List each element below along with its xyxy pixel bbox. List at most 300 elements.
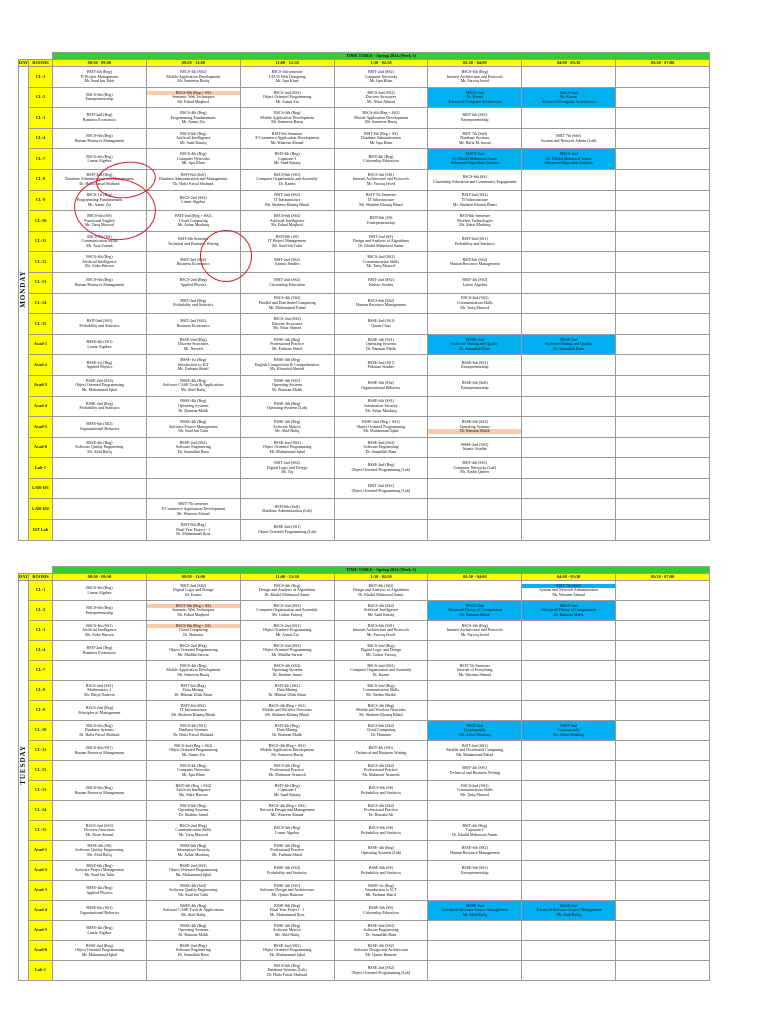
class-slot (53, 437, 147, 458)
room-cell: Acad-2 (29, 355, 53, 376)
time-slot-header: 11:00 - 12:30 (240, 60, 334, 67)
class-line: BSCS-6th (SS2) (367, 297, 395, 303)
empty-slot (428, 499, 522, 520)
class-line: Design and Analysis of Algorithms (352, 587, 410, 593)
class-line: BSCS-2nd (Reg) (367, 682, 395, 688)
class-line: Mr. Azhar Mushtaq (177, 222, 209, 228)
class-slot (53, 128, 147, 149)
class-slot (334, 417, 428, 438)
class-line: Dr. Hafiz Faisal Shahzad (173, 731, 214, 737)
class-line: IT Project Management (268, 238, 307, 244)
class-line: BSCS-2nd (SS1) (273, 622, 301, 628)
class-line: BSSE-6th (Self) (461, 380, 488, 386)
time-slot-header: 05:30 - 07:00 (616, 574, 710, 581)
class-slot (240, 355, 334, 376)
room-cell: CL-15 (29, 821, 53, 841)
class-line: System and Network Admin (Lab) (540, 137, 597, 143)
room-row (19, 478, 710, 499)
class-line: BSCS-4th (SS1) (86, 744, 113, 750)
class-line: Mr. Abdin Qadeer (460, 469, 490, 475)
class-slot (240, 821, 334, 841)
class-slot (334, 314, 428, 335)
class-line: Mr. Aamir Zia (181, 751, 205, 757)
class-line: Ms. Farhana Sharif (177, 366, 209, 372)
class-line: Object Oriented Programming (Lab) (351, 969, 411, 975)
class-line: Technical and Business Writing (449, 769, 501, 775)
class-line: Introduction to ICT (365, 887, 397, 893)
class-slot (146, 621, 240, 641)
class-slot (53, 741, 147, 761)
class-line: Mr. Nisar Ahmad (85, 831, 114, 837)
class-slot (334, 961, 428, 981)
class-slot (146, 149, 240, 170)
class-line: Mr. Waseem Ahmad (552, 591, 585, 597)
class-line: Mr. Waseem Ahmad (458, 671, 492, 677)
class-line: BSSE-1st (Reg) (86, 359, 113, 365)
class-line: Design and Analysis of Algorithms (258, 587, 316, 593)
class-line: Linear Algebra (87, 343, 112, 349)
class-line: Dr. Ibrahim Jamal (178, 811, 208, 817)
class-slot (146, 681, 240, 701)
class-line: BSIT-7th Semester (459, 662, 490, 668)
room-cell: CL-2 (29, 601, 53, 621)
empty-slot (616, 801, 710, 821)
class-slot (240, 499, 334, 520)
room-row (19, 293, 710, 314)
class-slot (334, 190, 428, 211)
empty-slot (522, 941, 616, 961)
room-row (19, 741, 710, 761)
empty-slot (616, 721, 710, 741)
class-line: Mr. Gulzar Farooq (272, 611, 303, 617)
class-line: BSCS-4th (Reg) (273, 582, 301, 588)
class-slot (53, 108, 147, 129)
class-line: BSCS-6th (SS2) (273, 213, 301, 219)
class-line: BSIT-2nd (Reg) (86, 644, 113, 650)
class-slot (428, 252, 522, 273)
class-slot (334, 458, 428, 479)
room-cell: CL-12 (29, 252, 53, 273)
class-line: Dr. Hafiz Faisal Shahzad (79, 731, 120, 737)
class-slot (522, 901, 616, 921)
class-line: BSCS-6th (Reg) (180, 130, 207, 136)
class-line: Mr. Nisar Ahmad (273, 325, 302, 331)
class-line: Mobile Application Development (166, 73, 221, 79)
class-line: BSCS-4th (SS2) (367, 762, 395, 768)
class-line: Mr. Abid Rafiq (87, 851, 112, 857)
class-slot (428, 231, 522, 252)
class-line: Software Testing and Quality (545, 341, 593, 347)
class-line: Software Project Management (75, 867, 124, 873)
room-cell: Acad-1 (29, 334, 53, 355)
class-line: BSIT-4th (SS1) (462, 764, 488, 770)
class-line: Islamic Studies (368, 281, 394, 287)
empty-slot (53, 478, 147, 499)
header-row (19, 574, 710, 581)
class-line: Probability and Statistics (360, 869, 401, 875)
class-slot (53, 701, 147, 721)
class-line: Linear Algebra (181, 199, 206, 205)
class-line: BSSE-4th (Reg) (367, 844, 395, 850)
class-slot (240, 801, 334, 821)
class-line: Probability and Statistics (79, 405, 120, 411)
class-slot (53, 641, 147, 661)
class-line: Database Systems (178, 727, 208, 733)
class-line: Mr. Sameeon Raziq (177, 78, 210, 84)
class-line: Professional Practice (270, 341, 304, 347)
class-line: Database Administration (Lab) (262, 508, 312, 514)
class-line: BSSE-2nd (Reg) (179, 336, 207, 342)
empty-slot (616, 128, 710, 149)
class-line: Software Engineering (175, 947, 211, 953)
class-slot (146, 601, 240, 621)
class-line: Software Engineering (363, 444, 399, 450)
class-line: Mr. Iqra Khan (369, 139, 393, 145)
class-slot (240, 921, 334, 941)
class-line: Dr. Hikmat Ullah Khan (268, 691, 306, 697)
class-slot (428, 601, 522, 621)
class-slot (522, 721, 616, 741)
class-slot (240, 641, 334, 661)
class-line: Mr. Iqra Khan (369, 78, 393, 84)
timetable-monday (18, 52, 710, 541)
class-slot (53, 375, 147, 396)
class-line: BSSE-4th (Reg) (86, 439, 113, 445)
class-slot (53, 314, 147, 335)
class-line: BSCS-6th (Reg) (180, 802, 207, 808)
class-slot (240, 252, 334, 273)
class-line: Cryptography (557, 727, 580, 733)
class-line: Operating Systems (178, 927, 209, 933)
class-line: Dr. Khalid Mahmood Aamir (358, 242, 404, 248)
class-line: Computer Organization and Assembly (256, 607, 318, 613)
class-line: BSCS-2nd (SS2) (367, 662, 395, 668)
class-line: BSCS-2nd (Reg) (179, 642, 207, 648)
class-line: Software Design and Architecture (353, 947, 409, 953)
room-cell: CL-2 (29, 87, 53, 108)
header-row (19, 60, 710, 67)
class-slot (146, 190, 240, 211)
class-slot (240, 581, 334, 601)
class-line: BSSE-4th (SS2) (274, 864, 301, 870)
empty-slot (428, 921, 522, 941)
class-line: BSCS-4th (Reg) (86, 153, 113, 159)
class-line: Mr. Farhana Sharif (365, 891, 397, 897)
room-cell: CL-8 (29, 681, 53, 701)
empty-slot (428, 701, 522, 721)
class-line: Dr. Khalid Mahmood Aamir (452, 155, 498, 161)
class-line: IT Infrastructure (461, 197, 489, 203)
class-line: Ms. Sidra Haroon (85, 631, 114, 637)
room-cell: CL-11 (29, 231, 53, 252)
class-slot (334, 821, 428, 841)
class-slot (334, 781, 428, 801)
room-cell: CL-1 (29, 581, 53, 601)
room-cell: CL-14 (29, 801, 53, 821)
room-cell: Lab-1 (29, 961, 53, 981)
class-line: Linear Algebra (87, 158, 112, 164)
class-line: BSIT-6th (SS2) (462, 256, 488, 262)
day-label: MONDAY (19, 270, 28, 308)
class-line: BSSE-4th (Reg) (180, 902, 207, 908)
class-line: Operating Systems (178, 403, 209, 408)
class-line: Dr. Khalid Mahmood Aamir (358, 591, 404, 597)
class-line: MSSE-2nd (559, 902, 578, 908)
room-cell: CL-9 (29, 701, 53, 721)
class-line: Ms. Sidra Haroon (85, 263, 114, 269)
class-line: Semantic Web Techniques (172, 94, 215, 100)
class-line: BSSE-6th (SS1) (86, 904, 113, 910)
class-line: Mr. Muhammad Iqbal (81, 951, 118, 957)
day-header: DAY (19, 573, 28, 579)
class-line: Entrepreneurship (85, 96, 114, 102)
class-slot (240, 149, 334, 170)
class-line: BSCS-2nd (Reg) (85, 704, 114, 710)
class-line: Mr. Sameeon Raziq (365, 119, 397, 125)
class-line: Mr. Tariq Masood (178, 831, 208, 837)
class-line: Dr. Muhammad Ilyas (176, 531, 211, 537)
class-line: Computer Networks (Lab) (453, 464, 497, 470)
class-slot (146, 721, 240, 741)
class-slot (522, 334, 616, 355)
class-line: Mobile and Wireless Networks (262, 707, 312, 713)
class-slot (428, 190, 522, 211)
class-line: BSIT-2nd (Reg) (86, 171, 113, 177)
class-line: Object Oriented Programming (262, 947, 312, 953)
class-line: BSCS-4th (Reg) (86, 584, 113, 590)
class-line: Object Oriented Programming (Lab) (351, 467, 411, 473)
class-slot (146, 293, 240, 314)
class-line: Design and Analysis of Algorithms (352, 238, 410, 244)
class-line: Dr. Khalid Mahmood Aamir (545, 155, 592, 161)
class-line: Mr. Azhar Mushtaq (459, 222, 491, 228)
class-line: Dr. Ramzan Malik (178, 931, 209, 937)
class-line: Software Engineering (363, 927, 399, 933)
class-line: Network Design and Management (259, 807, 315, 813)
class-line: MSSE-2nd (559, 336, 578, 342)
class-line: Object Oriented Programming (168, 747, 218, 753)
empty-slot (616, 821, 710, 841)
empty-slot (522, 821, 616, 841)
class-line: Probability and Statistics (360, 789, 401, 795)
class-slot (334, 87, 428, 108)
class-line: Dr. Hussain Ali (368, 811, 394, 817)
class-slot (428, 721, 522, 741)
class-line: Mr. Saad bin Tahir (84, 871, 115, 877)
class-slot (428, 169, 522, 190)
empty-slot (522, 478, 616, 499)
class-slot (334, 437, 428, 458)
class-line: BSIT-2nd (SS2) (274, 277, 300, 283)
room-cell: Acad-5 (29, 921, 53, 941)
empty-slot (522, 801, 616, 821)
class-slot (146, 437, 240, 458)
class-line: Mr. Farhana Sharif (271, 851, 303, 857)
class-line: Mobile Application Development (354, 114, 408, 120)
room-row (19, 375, 710, 396)
class-line: Mr. Abid Rafiq (462, 911, 487, 917)
room-cell: CL-11 (29, 741, 53, 761)
class-line: Mr. Azhar Mushtaq (365, 407, 397, 413)
class-line: Object Oriented Programming (262, 647, 312, 653)
class-slot (240, 761, 334, 781)
class-line: BSSE-6th (SS1) (461, 359, 488, 365)
class-line: BSCS-2nd (SS2) (273, 89, 301, 95)
class-line: Information Security (364, 403, 398, 408)
empty-slot (428, 314, 522, 335)
empty-slot (616, 417, 710, 438)
class-slot (53, 581, 147, 601)
class-line: BSCS-2nd (SS1) (85, 682, 114, 688)
room-cell: Acad-1 (29, 841, 53, 861)
room-row (19, 701, 710, 721)
class-line: BSIT-2nd (SS2) (274, 460, 300, 466)
class-line: Mr. Saad bin Tahir (272, 242, 303, 248)
empty-slot (522, 169, 616, 190)
class-line: BSIT-2nd (SS2) (461, 192, 488, 198)
empty-slot (53, 661, 147, 681)
class-slot (240, 458, 334, 479)
class-slot (240, 293, 334, 314)
class-line: Entrepreneurship (461, 869, 489, 875)
class-line: Software Engineering (175, 444, 211, 450)
time-slot-header: 08:30 - 09:50 (53, 574, 147, 581)
class-line: BSCS-6th (SS1) (367, 622, 395, 628)
empty-slot (428, 801, 522, 821)
class-line: BSIT-4th (Reg) (180, 682, 206, 688)
time-slot-header: 11:00 - 12:30 (240, 574, 334, 581)
empty-slot (616, 458, 710, 479)
class-line: Dr. Hafiz Faisal Shahzad (267, 971, 308, 977)
empty-slot (522, 314, 616, 335)
class-slot (240, 601, 334, 621)
class-line: Entrepreneurship (367, 219, 395, 225)
class-slot (146, 355, 240, 376)
class-slot (240, 701, 334, 721)
class-slot (53, 272, 147, 293)
class-line: Software Testing and Quality (451, 341, 499, 347)
class-slot (240, 231, 334, 252)
class-slot (146, 67, 240, 88)
class-slot (428, 901, 522, 921)
class-slot (334, 375, 428, 396)
class-slot (334, 231, 428, 252)
class-line: BSCS-2nd (Reg) (367, 642, 395, 648)
class-line: BSCS-2nd (SS2) (273, 316, 301, 322)
class-line: Mr. Shaheen Khaniq Bhatti (171, 711, 216, 717)
class-line: Mobile and Wireless Networks (356, 707, 406, 713)
class-line: BSCS-6th (SS) (87, 213, 112, 219)
class-line: BSIT 7th (Self) (522, 584, 615, 589)
class-line: Dr. Sanaullah Raza (365, 448, 397, 454)
empty-slot (616, 437, 710, 458)
class-line: Human Resource Management (74, 281, 125, 287)
empty-slot (616, 781, 710, 801)
class-slot (334, 128, 428, 149)
class-line: Mr. Hafiz M. Imran (458, 139, 491, 145)
class-slot (240, 128, 334, 149)
room-row (19, 661, 710, 681)
class-line: BSIT-6th (Self) (274, 503, 300, 509)
class-slot (334, 701, 428, 721)
class-line: BSCS-6th (Reg) (461, 68, 488, 74)
class-line: BSSE-6th (SS) (368, 864, 394, 870)
class-slot (53, 821, 147, 841)
room-cell: CL-12 (29, 761, 53, 781)
empty-slot (146, 478, 240, 499)
class-line: Software CASE Tools & Applications (162, 907, 224, 913)
empty-slot (616, 921, 710, 941)
class-line: Computer Organization and Assembly (256, 176, 318, 182)
class-line: Dr. Hafiz Faisal Shahzad (173, 181, 214, 187)
class-line: BSCS-6th (SS1) (273, 171, 301, 177)
class-slot (146, 761, 240, 781)
class-line: Mr. Ehtija Nadeem (84, 691, 115, 697)
room-row (19, 417, 710, 438)
class-slot (428, 211, 522, 232)
class-line: BSSE-4th (Reg) (274, 842, 301, 848)
class-line: BSCS-4th (SS2) (367, 802, 395, 808)
class-line: Artificial Intelligence (175, 135, 211, 141)
class-line: Advanced Software Project Management (441, 907, 508, 913)
room-cell: CL-4 (29, 128, 53, 149)
class-slot (334, 941, 428, 961)
empty-slot (522, 861, 616, 881)
class-line: Object Oriented Programming (Lab) (257, 528, 317, 534)
title-row (19, 53, 710, 60)
empty-slot (616, 211, 710, 232)
class-slot (146, 108, 240, 129)
class-line: MSCS-2nd (559, 89, 578, 95)
room-cell: CL-9 (29, 190, 53, 211)
class-line: Citizenship Education and Community Engagement (433, 178, 517, 184)
class-line: BSCS-4th (Reg + SS2) (268, 802, 306, 808)
class-line: Object Oriented Programming (356, 423, 406, 429)
empty-slot (616, 169, 710, 190)
empty-slot (428, 581, 522, 601)
class-slot (428, 437, 522, 458)
class-line: Organizational Behavior (361, 384, 401, 390)
class-line: Object Oriented Programming (262, 444, 312, 450)
class-line: Probability and Statistics (267, 869, 308, 875)
class-slot (146, 499, 240, 520)
class-line: Operating Systems (Lab) (360, 849, 402, 855)
class-line: BSSE-1st (Reg) (180, 357, 207, 363)
empty-slot (616, 396, 710, 417)
class-line: Cloud Computing (366, 727, 396, 733)
class-slot (428, 621, 522, 641)
class-line: BSIT-2nd (SS2) (368, 277, 394, 283)
class-line: BSSE-8th (Reg) (274, 902, 301, 908)
class-line: BSSE-2nd (SS2) (273, 942, 301, 948)
class-slot (146, 169, 240, 190)
class-line: BSCS-4th (Reg) (367, 702, 395, 708)
class-line: Mr. Farhana Sharif (271, 345, 303, 351)
rooms-header: ROOMS (29, 60, 53, 67)
class-slot (428, 87, 522, 108)
class-line: BSSE-4th (Reg) (86, 884, 113, 890)
class-slot (334, 621, 428, 641)
empty-slot (522, 921, 616, 941)
red-annotation-circle (200, 230, 252, 282)
class-line: BSCS-8th (Reg + SS) (147, 91, 240, 96)
class-line: Probability and Statistics (79, 322, 120, 328)
class-line: Information Security (176, 847, 210, 853)
class-slot (334, 478, 428, 499)
class-line: BSCS-2nd (SS2) (179, 194, 207, 200)
class-slot (334, 293, 428, 314)
room-cell: CL-7 (29, 149, 53, 170)
